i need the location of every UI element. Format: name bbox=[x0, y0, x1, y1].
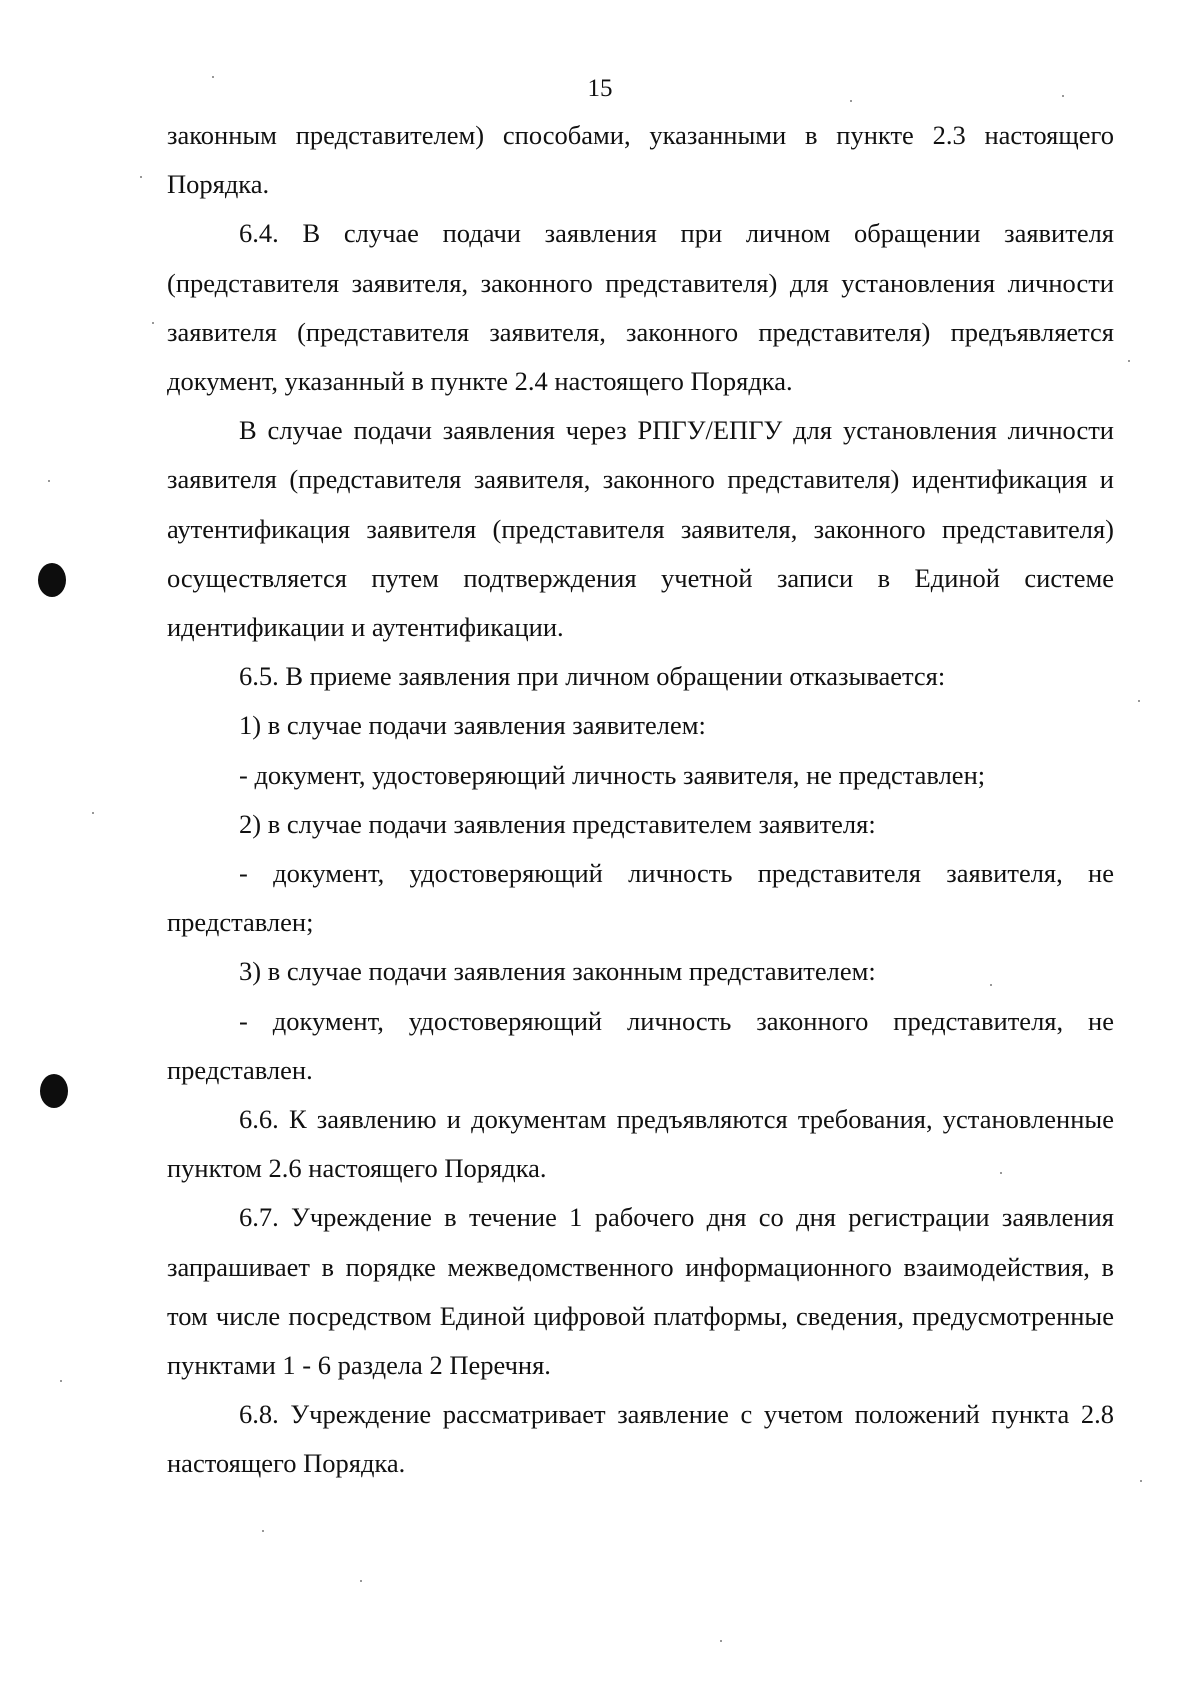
scan-speck bbox=[1138, 700, 1140, 702]
paragraph-6-5-item-3-detail: - документ, удостоверяющий личность законного представителя, не представлен. bbox=[167, 1005, 1114, 1085]
scan-speck bbox=[262, 1530, 264, 1532]
paragraph-6-5: 6.5. В приеме заявления при личном обращении отказывается: bbox=[239, 661, 946, 692]
paragraph-6-4: 6.4. В случае подачи заявления при личном обращении заявителя (представителя заявителя, законного представителя) для установления личности заявителя (представителя заявителя, законного представителя) предъявляется документ, указанный в пункте 2.4 настоящего Порядка. bbox=[167, 218, 1114, 397]
paragraph-6-5-item-2: 2) в случае подачи заявления представителем заявителя: bbox=[239, 808, 876, 839]
scan-speck bbox=[140, 176, 142, 178]
paragraph-6-7: 6.7. Учреждение в течение 1 рабочего дня со дня регистрации заявления запрашивает в порядке межведомственного информационного взаимодействия, в том числе посредством Единой цифровой платформы, сведения, предусмотренные пунктами 1 - 6 раздела 2 Перечня. bbox=[167, 1202, 1114, 1381]
scan-speck bbox=[360, 1580, 362, 1582]
scan-speck bbox=[1128, 360, 1130, 362]
page-number: 15 bbox=[587, 75, 613, 102]
document-body bbox=[167, 111, 1114, 1489]
scan-speck bbox=[1140, 1480, 1142, 1482]
paragraph-6-6: 6.6. К заявлению и документам предъявляются требования, установленные пунктом 2.6 настоящего Порядка. bbox=[167, 1104, 1114, 1184]
paragraph-6-5-item-1: 1) в случае подачи заявления заявителем: bbox=[239, 710, 706, 741]
scan-speck bbox=[92, 812, 94, 814]
paragraph-6-5-item-2-detail: - документ, удостоверяющий личность представителя заявителя, не представлен; bbox=[167, 858, 1114, 938]
paragraph-6-8: 6.8. Учреждение рассматривает заявление с учетом положений пункта 2.8 настоящего Порядка. bbox=[167, 1399, 1114, 1479]
paragraph-6-4-epgu: В случае подачи заявления через РПГУ/ЕПГУ для установления личности заявителя (представителя заявителя, законного представителя) идентификация и аутентификация заявителя (представителя заявителя, законного представителя) осуществляется путем подтверждения учетной записи в Единой системе идентификации и аутентификации. bbox=[167, 415, 1114, 643]
scan-speck bbox=[152, 322, 154, 324]
scan-speck bbox=[720, 1640, 722, 1642]
paragraph-6-5-item-3: 3) в случае подачи заявления законным представителем: bbox=[239, 956, 876, 987]
hole-punch-mark bbox=[38, 563, 66, 597]
hole-punch-mark bbox=[40, 1074, 68, 1108]
paragraph-continuation: законным представителем) способами, указанными в пункте 2.3 настоящего Порядка. bbox=[167, 120, 1114, 200]
scan-speck bbox=[48, 480, 50, 482]
scan-speck bbox=[60, 1380, 62, 1382]
paragraph-6-5-item-1-detail: - документ, удостоверяющий личность заявителя, не представлен; bbox=[239, 759, 986, 790]
